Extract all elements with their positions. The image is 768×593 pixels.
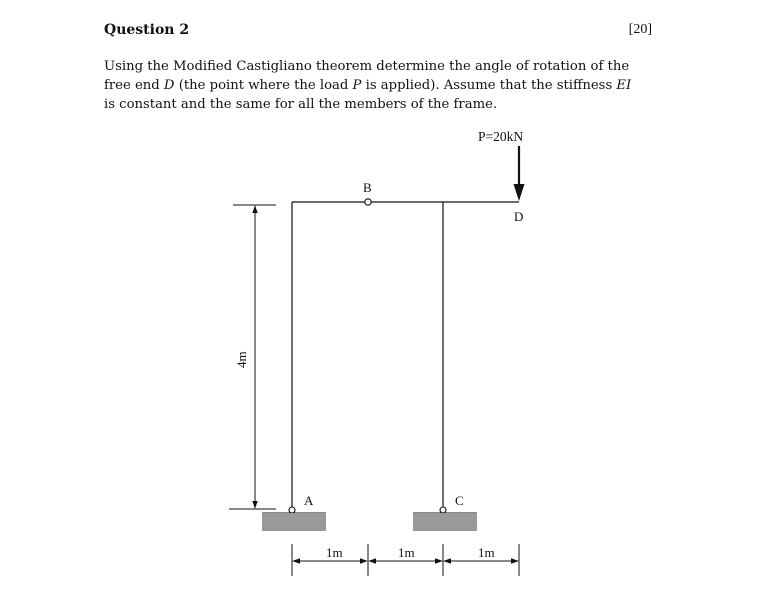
label-c: C bbox=[455, 493, 464, 508]
span-label-1: 1m bbox=[326, 545, 343, 560]
math-symbol-ei: EI bbox=[616, 78, 632, 93]
math-symbol-d: D bbox=[163, 78, 175, 93]
load-arrow-head bbox=[514, 184, 525, 201]
load-label: P=20kN bbox=[478, 129, 524, 144]
support-a-block bbox=[262, 513, 326, 531]
question-text-line-2: free end D (the point where the load P is applied). Assume that the stiffness EI bbox=[104, 78, 632, 93]
support-c-block bbox=[413, 513, 477, 531]
height-label: 4m bbox=[234, 351, 249, 368]
span-label-2: 1m bbox=[398, 545, 415, 560]
math-symbol-p: P bbox=[352, 78, 362, 93]
question-text-line-1: Using the Modified Castigliano theorem determine the angle of rotation of the bbox=[104, 59, 630, 74]
question-text-line-3: is constant and the same for all the members of the frame. bbox=[104, 97, 498, 112]
question-marks: [20] bbox=[628, 22, 652, 37]
span-label-3: 1m bbox=[478, 545, 495, 560]
label-a: A bbox=[304, 493, 314, 508]
label-d: D bbox=[514, 209, 524, 224]
pin-c bbox=[440, 507, 446, 513]
hinge-b bbox=[365, 199, 371, 205]
label-b: B bbox=[363, 180, 372, 195]
question-title: Question 2 bbox=[104, 22, 190, 38]
pin-a bbox=[289, 507, 295, 513]
